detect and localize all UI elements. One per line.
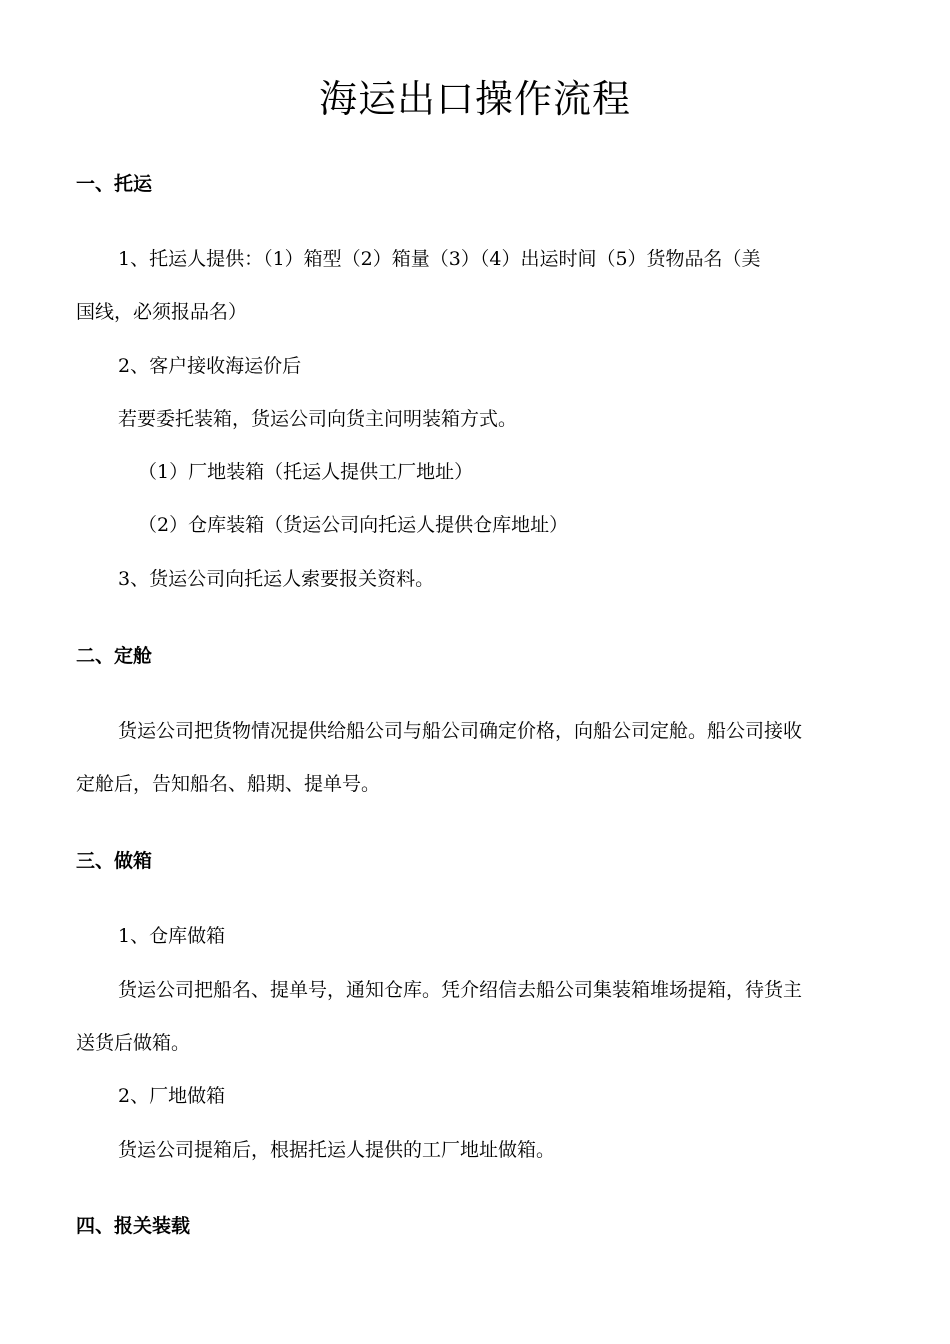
page-title: 海运出口操作流程 <box>318 77 631 121</box>
paragraph-line: 3、货运公司向托运人索要报关资料。 <box>118 568 435 590</box>
paragraph-line: 1、托运人提供：（1）箱型（2）箱量（3）（4）出运时间（5）货物品名（美 <box>118 248 761 270</box>
paragraph-line: 国线，必须报品名） <box>76 301 248 323</box>
paragraph-line: （2）仓库装箱（货运公司向托运人提供仓库地址） <box>138 514 569 536</box>
paragraph-line: 送货后做箱。 <box>76 1032 191 1054</box>
paragraph-line: 2、厂地做箱 <box>118 1085 226 1107</box>
section-heading-booking: 二、定舱 <box>76 645 153 667</box>
paragraph-line: 2、客户接收海运价后 <box>118 355 302 377</box>
paragraph-line: 货运公司把货物情况提供给船公司与船公司确定价格，向船公司定舱。船公司接收 <box>118 720 803 742</box>
section-heading-consignment: 一、托运 <box>76 173 153 195</box>
paragraph-line: 若要委托装箱，货运公司向货主问明装箱方式。 <box>118 408 518 430</box>
section-heading-customs-loading: 四、报关装载 <box>76 1215 191 1237</box>
paragraph-line: 定舱后，告知船名、船期、提单号。 <box>76 773 381 795</box>
paragraph-line: 1、仓库做箱 <box>118 925 226 947</box>
section-heading-stuffing: 三、做箱 <box>76 850 153 872</box>
paragraph-line: 货运公司把船名、提单号，通知仓库。凭介绍信去船公司集装箱堆场提箱，待货主 <box>118 979 803 1001</box>
paragraph-line: （1）厂地装箱（托运人提供工厂地址） <box>138 461 474 483</box>
paragraph-line: 货运公司提箱后，根据托运人提供的工厂地址做箱。 <box>118 1139 556 1161</box>
